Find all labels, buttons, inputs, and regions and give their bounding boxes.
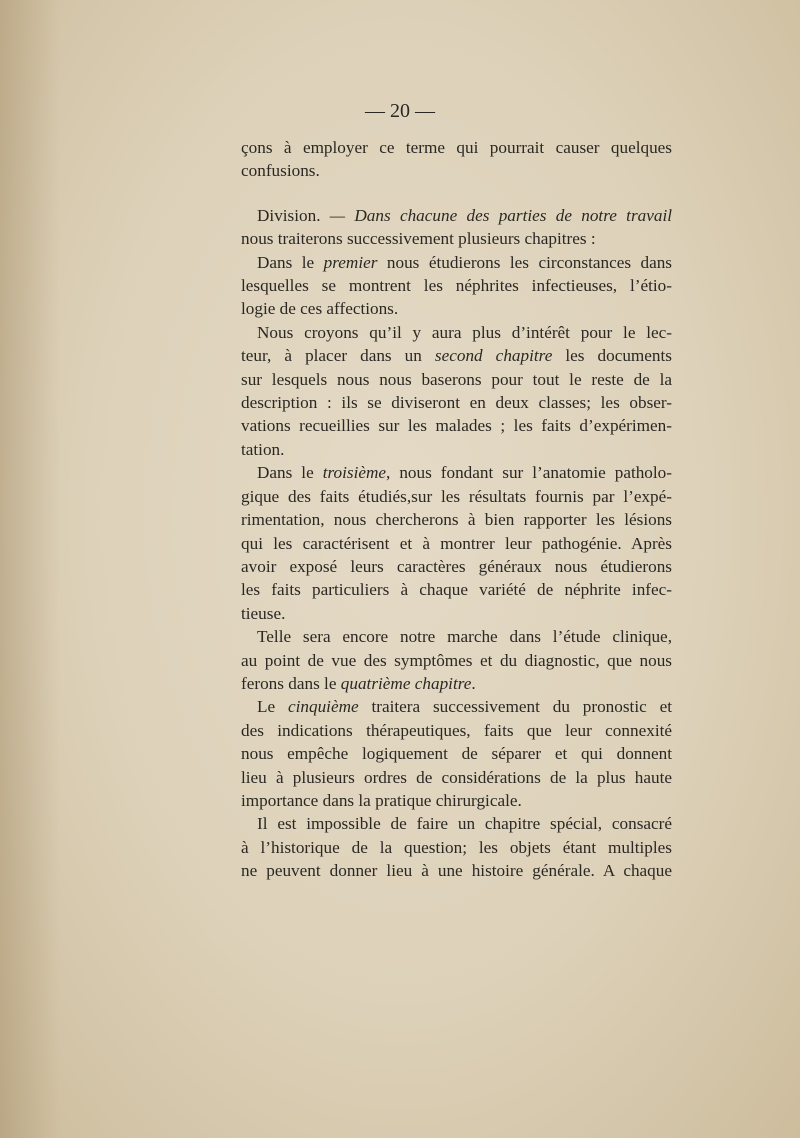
text-line: tation. [241, 439, 285, 459]
text-line: sur lesquels nous nous baserons pour tout le reste de la [241, 369, 672, 389]
italic-term: quatrième chapitre [340, 673, 472, 693]
text-line: Nous croyons qu’il y aura plus d’intérêt pour le lec- [257, 322, 672, 342]
italic-term: second chapitre [434, 346, 553, 366]
paragraph [241, 625, 672, 695]
text-line: Le cinquième traitera successivement du pronostic et [257, 697, 672, 717]
text-line: confusions. [241, 161, 320, 181]
text-line: lesquelles se montrent les néphrites infectieuses, l’étio- [241, 276, 672, 296]
italic-term: premier [323, 252, 378, 272]
text-line: Division. — Dans chacune des parties de notre travail [257, 205, 672, 225]
text-line: tieuse. [241, 603, 286, 623]
paragraph [241, 204, 672, 251]
text-line: au point de vue des symptômes et du diagnostic, que nous [241, 650, 672, 670]
italic-term: — Dans chacune des parties de notre travail [320, 205, 672, 225]
text-line: gique des faits étudiés,sur les résultats fournis par l’expé- [241, 486, 672, 506]
text-line: Dans le troisième, nous fondant sur l’anatomie patholo- [257, 463, 672, 483]
text-line: logie de ces affections. [241, 299, 399, 319]
text-line: Dans le premier nous étudierons les circonstances dans [257, 252, 672, 272]
text-line: lieu à plusieurs ordres de considérations de la plus haute [241, 767, 672, 787]
italic-term: cinquième [287, 697, 359, 717]
text-line: avoir exposé leurs caractères généraux nous étudierons [241, 556, 672, 576]
paragraph [241, 461, 672, 625]
text-line: çons à employer ce terme qui pourrait causer quelques [241, 138, 672, 157]
text-line: description : ils se diviseront en deux classes; les obser- [241, 393, 672, 413]
body-text [241, 136, 672, 883]
paragraph-gap [241, 183, 672, 204]
text-line: importance dans la pratique chirurgicale. [241, 790, 522, 810]
text-line: Telle sera encore notre marche dans l’étude clinique, [257, 627, 672, 647]
page-number: — 20 — [365, 100, 435, 122]
text-line: teur, à placer dans un second chapitre les documents [241, 346, 672, 366]
text-line: à l’historique de la question; les objets étant multiples [241, 837, 672, 857]
text-line: ne peuvent donner lieu à une histoire générale. A chaque [241, 861, 672, 881]
text-line: rimentation, nous chercherons à bien rapporter les lésions [241, 510, 672, 530]
paragraph [241, 812, 672, 882]
text-line: nous empêche logiquement de séparer et qui donnent [241, 744, 672, 764]
text-line: qui les caractérisent et à montrer leur pathogénie. Après [241, 533, 672, 553]
paragraph [241, 695, 672, 812]
text-line: nous traiterons successivement plusieurs chapitres : [241, 229, 596, 249]
text-line: Il est impossible de faire un chapitre spécial, consacré [257, 814, 672, 834]
text-line: des indications thérapeutiques, faits que leur connexité [241, 720, 672, 740]
paragraph [241, 321, 672, 461]
text-line: vations recueillies sur les malades ; les faits d’expérimen- [241, 416, 672, 436]
italic-term: troisième [322, 463, 387, 483]
binding-shadow [0, 0, 60, 1138]
paragraph [241, 251, 672, 321]
text-line: les faits particuliers à chaque variété de néphrite infec- [241, 580, 672, 600]
text-line: ferons dans le quatrième chapitre. [241, 673, 476, 693]
paragraph [241, 136, 672, 183]
